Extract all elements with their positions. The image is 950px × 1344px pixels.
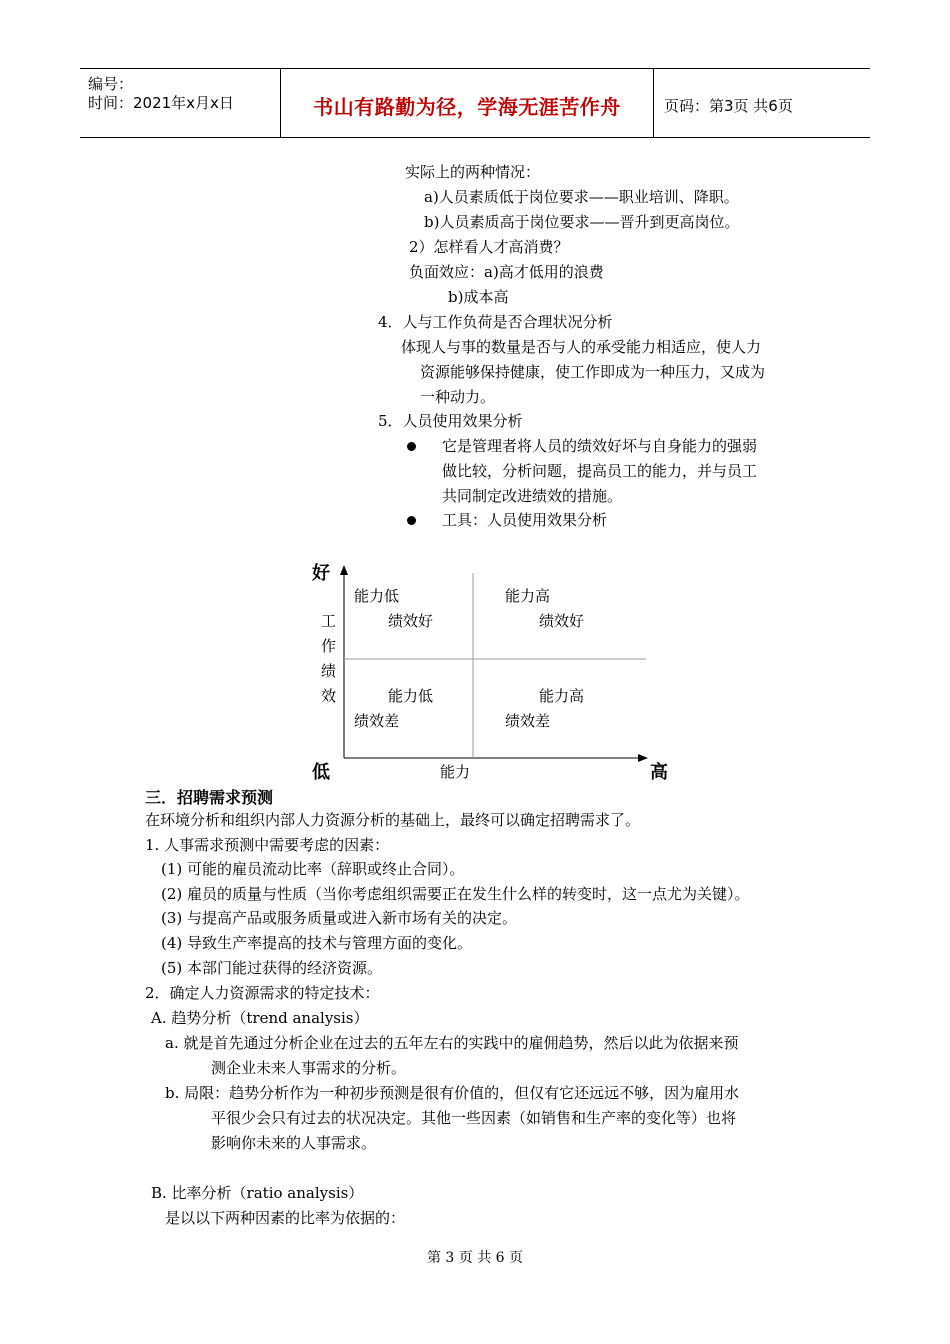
bullet-text: 它是管理者将人员的绩效好坏与自身能力的强弱 [442,437,758,455]
quadrant-top-right-line1: 能力高 [505,587,551,605]
quadrant-bottom-right-line2: 绩效差 [505,712,551,730]
text-line: b. 局限：趋势分析作为一种初步预测是很有价值的，但仅有它还远远不够，因为雇用水 [165,1084,740,1102]
motto-text: 书山有路勤为径，学海无涯苦作舟 [313,95,621,119]
page-header [80,68,870,138]
quadrant-top-left-line2: 绩效好 [388,612,434,630]
y-axis-top-label: 好 [312,563,330,584]
factor-item: (2) 雇员的质量与性质（当你考虑组织需要正在发生什么样的转变时，这一点尤为关键）。 [161,885,750,903]
quadrant-bottom-right-line1: 能力高 [539,687,585,705]
bullet-text: 做比较，分析问题，提高员工的能力，并与员工 [442,462,758,480]
y-axis-label-char: 作 [321,637,337,655]
factor-item: (1) 可能的雇员流动比率（辞职或终止合同）。 [161,860,465,878]
text-line: 影响你未来的人事需求。 [211,1134,377,1152]
y-axis-label-char: 工 [321,612,337,630]
text-line: 一种动力。 [420,388,496,406]
date-label: 时间：2021年x月x日 [88,94,234,112]
subsection-title: A. 趋势分析（trend analysis） [151,1009,369,1027]
ability-performance-matrix [300,555,690,785]
section-heading-4: 4．人与工作负荷是否合理状况分析 [378,313,613,331]
quadrant-bottom-left-line2: 绩效差 [354,712,400,730]
number-label: 编号： [88,75,134,93]
page-number-label: 页码：第3页 共6页 [664,97,793,115]
quadrant-bottom-left-line1: 能力低 [388,687,434,705]
subsection-title: B. 比率分析（ratio analysis） [151,1184,364,1202]
text-line: 2）怎样看人才高消费？ [409,238,569,256]
section-title: 三．招聘需求预测 [145,788,274,807]
bullet-dot [407,516,416,525]
section-heading-5: 5．人员使用效果分析 [378,412,523,430]
x-axis-arrow [638,754,648,762]
factor-item: (3) 与提高产品或服务质量或进入新市场有关的决定。 [161,909,518,927]
x-axis-label: 能力 [440,763,471,781]
quadrant-top-left-line1: 能力低 [354,587,400,605]
header-motto-cell [281,69,654,137]
text-line: 平很少会只有过去的状况决定。其他一些因素（如销售和生产率的变化等）也将 [211,1109,737,1127]
factor-item: (4) 导致生产率提高的技术与管理方面的变化。 [161,934,473,952]
y-axis-bottom-label: 低 [312,762,330,783]
text-line: 负面效应：a)高才低用的浪费 [409,263,604,281]
x-axis-right-label: 高 [650,762,668,783]
y-axis-label-char: 绩 [321,662,337,680]
text-line: a)人员素质低于岗位要求——职业培训、降职。 [424,188,739,206]
text-line: 实际上的两种情况： [405,163,541,181]
header-page-cell [654,69,870,137]
bullet-dot [407,442,416,451]
text-line: 是以以下两种因素的比率为依据的： [165,1209,406,1227]
text-line: 测企业未来人事需求的分析。 [211,1059,407,1077]
text-line: 资源能够保持健康，使工作即成为一种压力，又成为 [420,363,766,381]
bullet-text: 工具：人员使用效果分析 [442,511,608,529]
list-heading: 2．确定人力资源需求的特定技术： [145,984,380,1002]
factor-item: (5) 本部门能过获得的经济资源。 [161,959,383,977]
text-line: b)人员素质高于岗位要求——晋升到更高岗位。 [424,213,740,231]
list-heading: 1. 人事需求预测中需要考虑的因素： [145,836,390,854]
section-intro: 在环境分析和组织内部人力资源分析的基础上，最终可以确定招聘需求了。 [145,811,641,829]
y-axis-arrow [340,565,348,575]
page-footer: 第 3 页 共 6 页 [426,1250,524,1266]
quadrant-top-right-line2: 绩效好 [539,612,585,630]
text-line: a. 就是首先通过分析企业在过去的五年左右的实践中的雇佣趋势，然后以此为依据来预 [165,1034,739,1052]
header-info-cell [80,69,281,137]
text-line: 体现人与事的数量是否与人的承受能力相适应，使人力 [401,338,762,356]
text-line: b)成本高 [448,288,509,306]
bullet-text: 共同制定改进绩效的措施。 [442,487,623,505]
y-axis-label-char: 效 [321,687,337,705]
